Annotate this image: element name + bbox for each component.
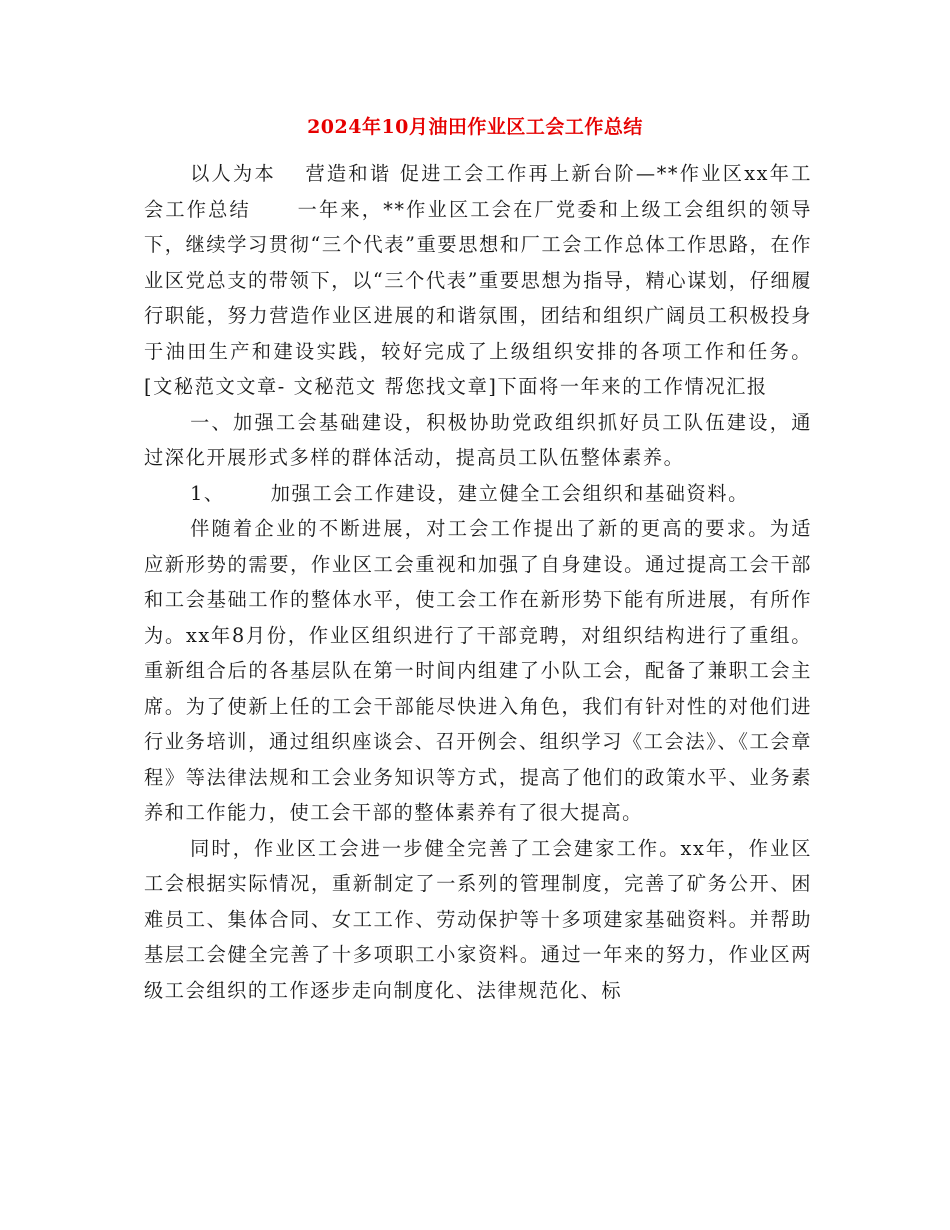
intro-paragraph	[144, 156, 812, 405]
document-body	[144, 156, 812, 1008]
intro-segment-3: 一年来，**作业区工会在厂党委和上级工会组织的领导下，继续学习贯彻“三个代表”重要思想和厂工会工作总体工作思路，在作业区党总支的带领下，以“三个代表”重要思想为指导，精心谋划，仔细履行职能，努力营造作业区进展的和谐氛围，团结和组织广阔员工积极投身于油田生产和建设实践，较好完成了上级组织安排的各项工作和任务。[文秘范文文章- 文秘范文 帮您找文章]下面将一年来的工作情况汇报	[144, 197, 812, 398]
intro-segment-1: 以人为本	[190, 162, 276, 185]
item-text: 加强工会工作建设，建立健全工会组织和基础资料。	[270, 481, 749, 505]
item-heading	[144, 476, 812, 512]
document-title: 2024年10月油田作业区工会工作总结	[307, 116, 643, 138]
item-number: 1、	[190, 481, 225, 505]
body-paragraph-2: 同时，作业区工会进一步健全完善了工会建家工作。xx年，作业区工会根据实际情况，重新制定了一系列的管理制度，完善了矿务公开、困难员工、集体合同、女工工作、劳动保护等十多项建家基础资料。并帮助基层工会健全完善了十多项职工小家资料。通过一年来的努力，作业区两级工会组织的工作逐步走向制度化、法律规范化、标	[144, 836, 812, 1002]
body-paragraph-1: 伴随着企业的不断进展，对工会工作提出了新的更高的要求。为适应新形势的需要，作业区工会重视和加强了自身建设。通过提高工会干部和工会基础工作的整体水平，使工会工作在新形势下能有所进展，有所作为。xx年8月份，作业区组织进行了干部竞聘，对组织结构进行了重组。重新组合后的各基层队在第一时间内组建了小队工会，配备了兼职工会主席。为了使新上任的工会干部能尽快进入角色，我们有针对性的对他们进行业务培训，通过组织座谈会、召开例会、组织学习《工会法》、《工会章程》等法律法规和工会业务知识等方式，提高了他们的政策水平、业务素养和工作能力，使工会干部的整体素养有了很大提高。	[144, 517, 812, 824]
section-heading: 一、加强工会基础建设，积极协助党政组织抓好员工队伍建设，通过深化开展形式多样的群体活动，提高员工队伍整体素养。	[144, 410, 812, 469]
intro-segment-2: 营造和谐 促进工会工作再上新台阶—**作业区xx年工会工作总结	[144, 162, 812, 221]
